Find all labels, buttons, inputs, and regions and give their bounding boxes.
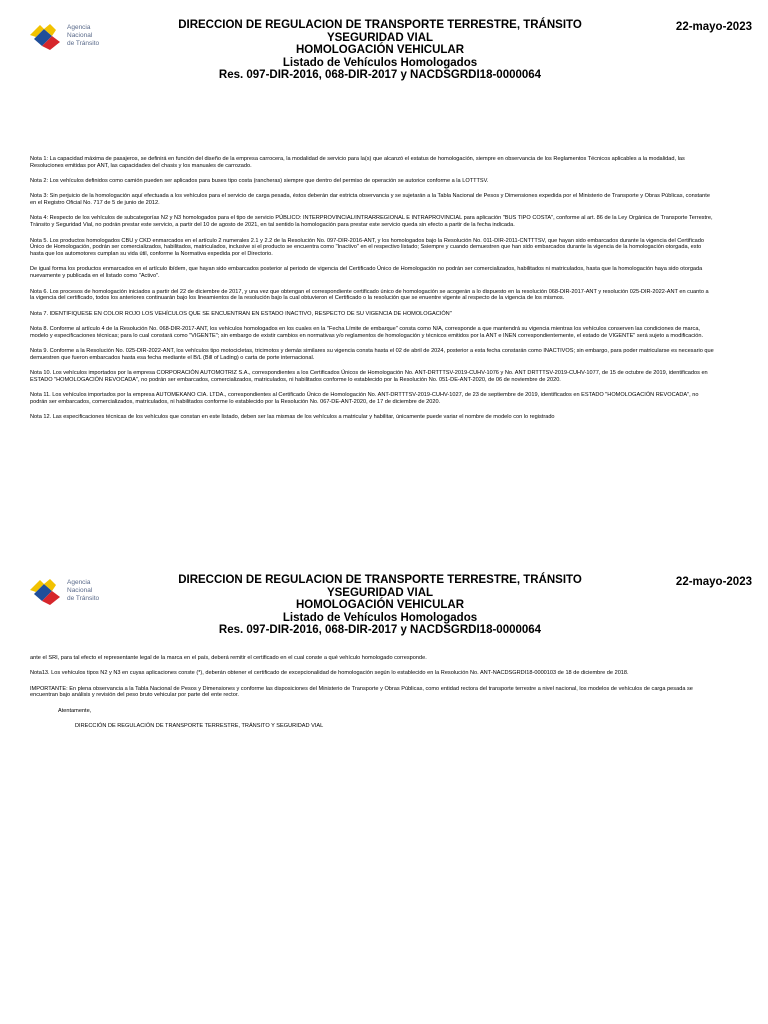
- ant-logo: [30, 22, 140, 56]
- ant-logo: [30, 577, 140, 611]
- note-13: Nota13. Los vehículos tipos N2 y N3 en cuyas aplicaciones conste (*), deberán obtener el certificado de excepcionalidad de homologación según lo establecido en la Resolución No. ANT-NACDSGRDI18-0000103 de 18 de diciembre de 2018.: [30, 670, 629, 677]
- header-line-1: DIRECCION DE REGULACION DE TRANSPORTE TERRESTRE, TRÁNSITO YSEGURIDAD VIAL: [178, 574, 582, 599]
- note-6: Nota 6. Los procesos de homologación iniciados a partir del 22 de diciembre de 2017, y una vez que obtengan el correspondiente certificado único de homologación se acogerán a lo dispuesto en la resolución 068-DIR-2017-ANT y resolución 025-DIR-2022-ANT en cuanto a la vigencia del certificado, todos los anteriores continuarán bajo los lineamientos de la resolución bajo la cual obtuvieron el Certificado o la resolución que se enuentre vigente al respecto de la vigencia de los mismos.: [30, 288, 709, 302]
- important-note: IMPORTANTE: En plena observancia a la Tabla Nacional de Pesos y Dimensiones y conforme las disposiciones del Ministerio de Transporte y Obras Públicas, como entidad rectora del transporte terrestre a nivel nacional, los modelos de vehículos de carga pesada se encuentran bajo análisis y revisión del peso bruto vehicular por parte del ente rector.: [30, 685, 693, 699]
- note-11: Nota 11. Los vehículos importados por la empresa AUTOMEKANO CIA. LTDA., correspondientes al Certificado Único de Homologación No. ANT-DRTTTSV-2019-CUHV-1027, de 23 de septiembre de 2019, identificados en ESTADO "HOMOLOGACIÓN REVOCADA", no podrán ser embarcados, comercializados, matriculados, ni habilitados conforme lo establecido por la Resolución No. 067-DE-ANT-2020, de 17 de diciembre de 2020.: [30, 392, 699, 406]
- document-header: [140, 574, 620, 637]
- note-9: Nota 9. Conforme a la Resolución No. 025-DIR-2022-ANT, los vehículos tipo motocicletas, tricimotos y demás similares su vigencia consta hasta el 02 de abril de 2024, posterior a esta fecha constarán como INACTIVOS; sin embargo, para poder matricularse es necesario que demuestren que fueron embarcados hasta esa fecha mediante el B/L (Bill of Lading) o carta de porte internacional.: [30, 348, 714, 361]
- ant-logo-icon: [30, 22, 64, 52]
- note-1: Nota 1: La capacidad máxima de pasajeros, se definirá en función del diseño de la empresa carrocera, la modalidad de servicio para la(s) que alcanzó el estatus de homologación, siempre en observancia de los Reglamentos Técnicos aplicables a la modalidad, las Resoluciones emitidas por ANT, las capacidades del chasis y los manuales de carrozado.: [30, 156, 685, 169]
- header-line-4: Res. 097-DIR-2016, 068-DIR-2017 y NACDSGRDI18-0000064: [218, 69, 542, 81]
- logo-text: Agencia Nacional de Tránsito: [67, 579, 100, 602]
- notes-section: [30, 156, 714, 430]
- note-12: Nota 12. Las especificaciones técnicas de los vehículos que constan en este listado, deben ser las mismas de los vehículos a matricular y habilitar, únicamente puede variar el nombre de modelo con lo registrado: [30, 414, 555, 421]
- note-7: Nota 7. IDENTIFIQUESE EN COLOR ROJO LOS VEHÍCULOS QUE SE ENCUENTRAN EN ESTADO INACTIVO, RESPECTO DE SU VIGENCIA DE HOMOLOGACIÓN": [30, 310, 452, 317]
- signature-line: DIRECCIÓN DE REGULACIÓN DE TRANSPORTE TERRESTRE, TRÁNSITO Y SEGURIDAD VIAL: [75, 722, 324, 729]
- header-date: 22-mayo-2023: [675, 21, 752, 33]
- ant-logo-icon: [30, 577, 64, 607]
- note-4: Nota 4: Respecto de los vehículos de subcategorías N2 y N3 homologados para el tipo de servicio PÚBLICO: INTERPROVINCIAL/INTRARREGIONAL E INTRAPROVINCIAL para aplicación "BUS TIPO COSTA", conforme al art. 86 de la Ley Orgánica de Transporte Terrestre, Tránsito y Seguridad Vial, no podrán prestar este servicio, a partir del 10 de agosto de 2021, en tal sentido la homologación para prestar este servicio queda sin efecto a partir de la fecha indicada.: [30, 215, 713, 229]
- note-5-continued: De igual forma los productos enmarcados en el artículo ibídem, que hayan sido embarcados posterior al periodo de vigencia del Certificado Único de Homologación no podrán ser comercializados, habilitados ni matriculados, hasta que la homologación haya sido otorgada nuevamente y publicada en el listado como "Activo".: [30, 266, 703, 280]
- note-2: Nota 2: Los vehículos definidos como camión pueden ser aplicados para buses tipo costa (rancheras) siempre que dentro del permiso de operación se autorice conforme a la LOTTTSV.: [30, 178, 489, 185]
- notes-section-continued: [30, 655, 714, 738]
- logo-text: Agencia Nacional de Tránsito: [67, 24, 100, 47]
- header-line-4: Res. 097-DIR-2016, 068-DIR-2017 y NACDSGRDI18-0000064: [218, 624, 542, 636]
- note-10: Nota 10. Los vehículos importados por la empresa CORPORACIÓN AUTOMOTRIZ S.A., correspondientes a los Certificados Únicos de Homologación No. ANT-DRTTTSV-2019-CUHV-1076 y No. ANT DRTTTSV-2019-CUHV-1077, de 15 de octubre de 2019, identificados en ESTADO "HOMOLOGACIÓN REVOCADA", no podrán ser embarcados, comercializados, matriculados, ni habilitados conforme lo establecido por la Resolución No. 051-DE-ANT-2020, de 06 de noviembre de 2020.: [30, 370, 708, 383]
- closing-salutation: Atentamente,: [58, 707, 92, 714]
- header-line-2: HOMOLOGACIÓN VEHICULAR: [295, 44, 465, 56]
- document-page-2: [0, 555, 768, 1024]
- header-line-2: HOMOLOGACIÓN VEHICULAR: [295, 599, 465, 611]
- note-12-continued: ante el SRI, para tal efecto el representante legal de la marca en el país, deberá remitir el certificado en el cual conste a qué vehículo homologado corresponde.: [30, 655, 427, 661]
- note-3: Nota 3: Sin perjuicio de la homologación aquí efectuada a los vehículos para el servicio de carga pesada, éstos deberán dar estricta observancia y se sujetarán a la Tabla Nacional de Pesos y Dimensiones expedida por el Ministerio de Transporte y Obras Públicas, constante en el Registro Oficial No. 717 de 5 de junio de 2012.: [30, 193, 710, 207]
- document-page-1: [0, 0, 768, 500]
- note-5: Nota 5. Los productos homologados CBU y CKD enmarcados en el artículo 2 numerales 2.1 y 2.2 de la Resolución No. 097-DIR-2016-ANT, y los homologados bajo la Resolución No. 011-DIR-2011-CNTTTSV, que hayan sido embarcados durante la vigencia del Certificado Único de Homologación, podrán ser comercializados, habilitados, matriculados, inclusive si el producto se encuentra como "Inactivo" en el respectivo listado; Ssiempre y cuando demuestren que han sido embarcados durante la vigencia de la homologación otorgada, esto hasta que los automotores cumplan su vida útil, conforme la Normativa expedida por el Directorio.: [30, 237, 704, 258]
- header-line-3: Listado de Vehículos Homologados: [282, 56, 478, 69]
- header-date: 22-mayo-2023: [675, 576, 752, 588]
- document-header: [140, 19, 620, 82]
- header-line-1: DIRECCION DE REGULACION DE TRANSPORTE TERRESTRE, TRÁNSITO YSEGURIDAD VIAL: [178, 19, 582, 44]
- header-line-3: Listado de Vehículos Homologados: [282, 611, 478, 624]
- note-8: Nota 8. Conforme al artículo 4 de la Resolución No. 068-DIR-2017-ANT, los vehículos homologados en los cuales en la "Fecha Límite de embarque" consta como N/A, corresponde a que mantendrá su vigencia mientras los vehículos conserven las condiciones de marca, modelo y especificaciones técnicas; para lo cual constará como "VIGENTE"; sin embargo de existir cambios en normativas y/o reglamentos de homologación y técnicos emitidos por la ANT e INEN correspondientemente, el estado de VIGENTE" será sujeto a modificación.: [30, 325, 704, 339]
